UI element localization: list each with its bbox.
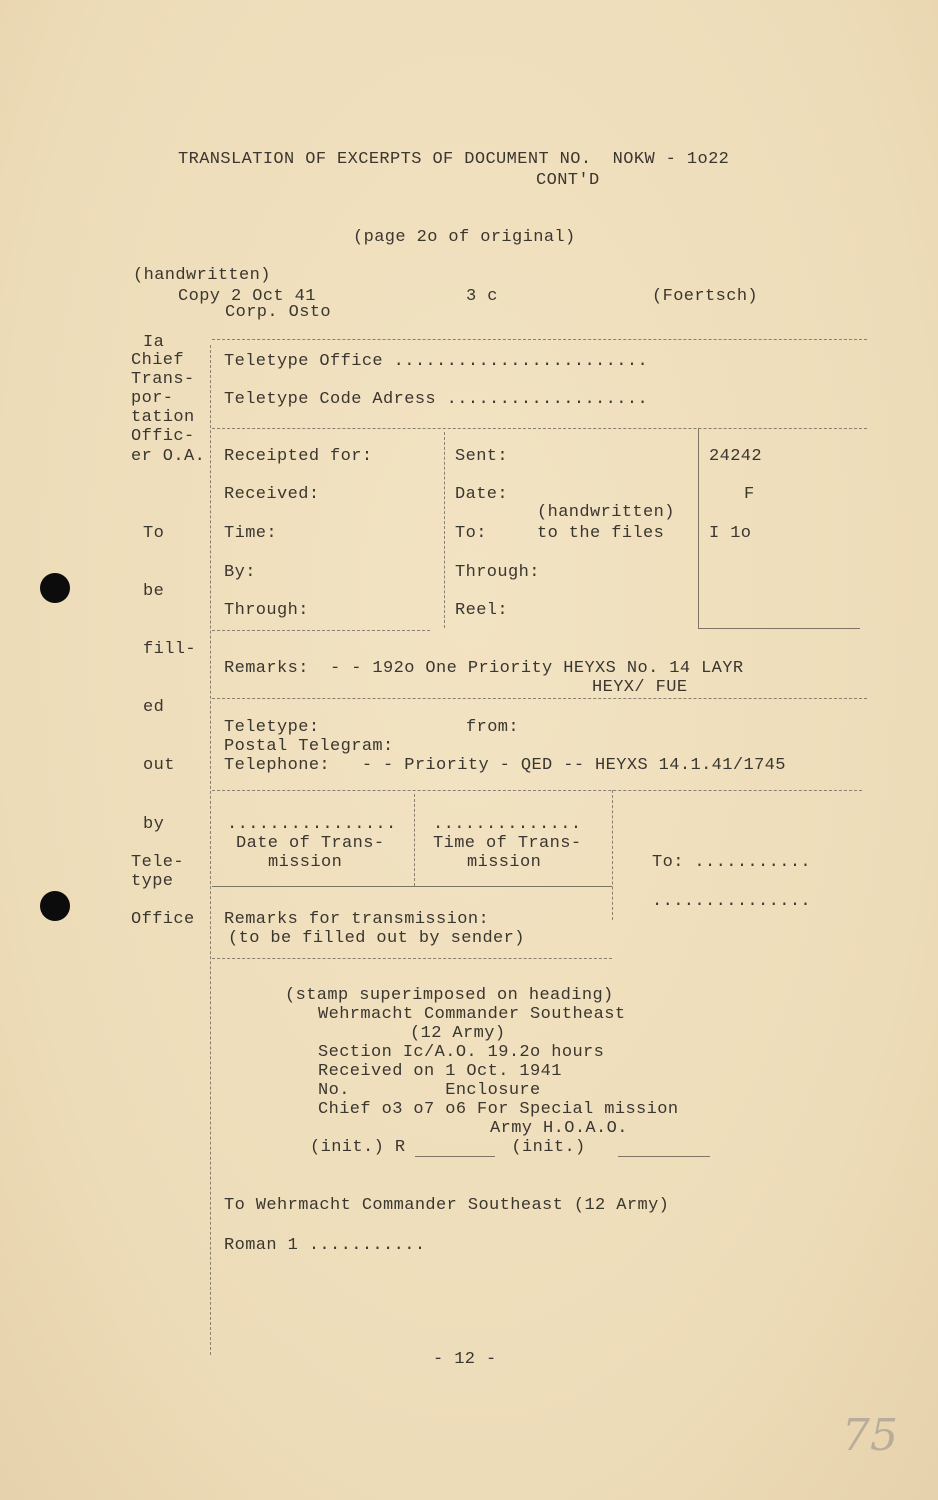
form-rule-4 [212,698,867,699]
left-to: To [143,524,165,543]
to-files-value: to the files [537,524,665,543]
from-label: from: [466,718,520,737]
stamp-line7: Chief o3 o7 o6 For Special mission [318,1100,679,1119]
stamp-init-line1 [415,1156,495,1157]
left-ia: Ia [143,333,165,352]
time-trans-label2: mission [467,853,542,872]
dots-continuation: ............... [652,892,812,911]
form-left-rule [210,345,211,1355]
left-out: out [143,756,175,775]
date-label: Date: [455,485,509,504]
left-office: Office [131,910,195,929]
left-eroa: er O.A. [131,447,206,466]
binder-hole-top [40,573,70,603]
left-tele: Tele- [131,853,185,872]
left-por: por- [131,389,174,408]
form-right-rule [698,428,699,628]
page-number: - 12 - [433,1350,497,1369]
handwritten-label: (handwritten) [537,503,675,522]
stamp-line3: (12 Army) [410,1024,506,1043]
left-be: be [143,582,165,601]
through-mid-label: Through: [455,563,540,582]
sent-label: Sent: [455,447,509,466]
teletype-code-field: Teletype Code Adress ................... [224,390,649,409]
remarks-line1: Remarks: - - 192o One Priority HEYXS No. 14 LAYR [224,659,744,678]
time-trans-label: Time of Trans- [433,834,582,853]
form-rule-6 [212,886,612,887]
stamp-line6: No. Enclosure [318,1081,541,1100]
f-value: F [744,485,755,504]
received-label: Received: [224,485,320,504]
code-note: 3 c [466,287,498,306]
name-note: (Foertsch) [652,287,759,306]
left-chief: Chief [131,351,185,370]
number-value: 24242 [709,447,763,466]
contd-label: CONT'D [536,171,600,190]
stamp-line4: Section Ic/A.O. 19.2o hours [318,1043,605,1062]
receipted-label: Receipted for: [224,447,373,466]
stamp-line2: Wehrmacht Commander Southeast [318,1005,626,1024]
form-top-rule [212,339,867,340]
binder-hole-bottom [40,891,70,921]
date-trans-label2: mission [268,853,343,872]
page-reference: (page 2o of original) [353,228,576,247]
copy-note: Copy 2 Oct 41 [178,287,316,306]
stamp-init-line2 [618,1156,710,1157]
teletype-office-field: Teletype Office ........................ [224,352,649,371]
date-trans-label: Date of Trans- [236,834,385,853]
remarks-trans-note: (to be filled out by sender) [228,929,525,948]
stamp-line1: (stamp superimposed on heading) [285,986,614,1005]
stamp-line8: Army H.O.A.O. [490,1119,628,1138]
remarks-trans-label: Remarks for transmission: [224,910,490,929]
reel-label: Reel: [455,601,509,620]
form-rule-3b [698,628,860,629]
form-rule-5 [212,790,862,791]
left-by: by [143,815,165,834]
form-mid-rule [444,432,445,628]
remarks-line2: HEYX/ FUE [592,678,688,697]
to-wehrmacht-line: To Wehrmacht Commander Southeast (12 Army) [224,1196,670,1215]
by-label: By: [224,563,256,582]
left-fill: fill- [143,640,197,659]
form-rule-3a [212,630,430,631]
left-tation: tation [131,408,195,427]
left-type: type [131,872,174,891]
form-rule-7 [212,958,612,959]
dots-time-trans: .............. [433,815,582,834]
left-offic: Offic- [131,427,195,446]
document-title: TRANSLATION OF EXCERPTS OF DOCUMENT NO. NOKW - 1o22 [178,150,730,169]
to-label: To: [455,524,487,543]
form-rule-2 [212,428,867,429]
telephone-line: Telephone: - - Priority - QED -- HEYXS 14.1.41/1745 [224,756,786,775]
time-label: Time: [224,524,278,543]
teletype-label: Teletype: [224,718,320,737]
form-trans-mid-rule [414,794,415,886]
dots-date-trans: ................ [227,815,397,834]
through-left-label: Through: [224,601,309,620]
handwritten-page-number: 75 [842,1410,898,1461]
left-ed: ed [143,698,165,717]
roman-line: Roman 1 ........... [224,1236,426,1255]
stamp-line9: (init.) R (init.) [310,1138,586,1157]
form-trans-right-rule [612,790,613,920]
to-dots-field: To: ........... [652,853,812,872]
corp-note: Corp. Osto [225,303,332,322]
handwritten-note: (handwritten) [133,266,271,285]
left-trans: Trans- [131,370,195,389]
i-lo-value: I 1o [709,524,752,543]
stamp-line5: Received on 1 Oct. 1941 [318,1062,562,1081]
postal-label: Postal Telegram: [224,737,394,756]
